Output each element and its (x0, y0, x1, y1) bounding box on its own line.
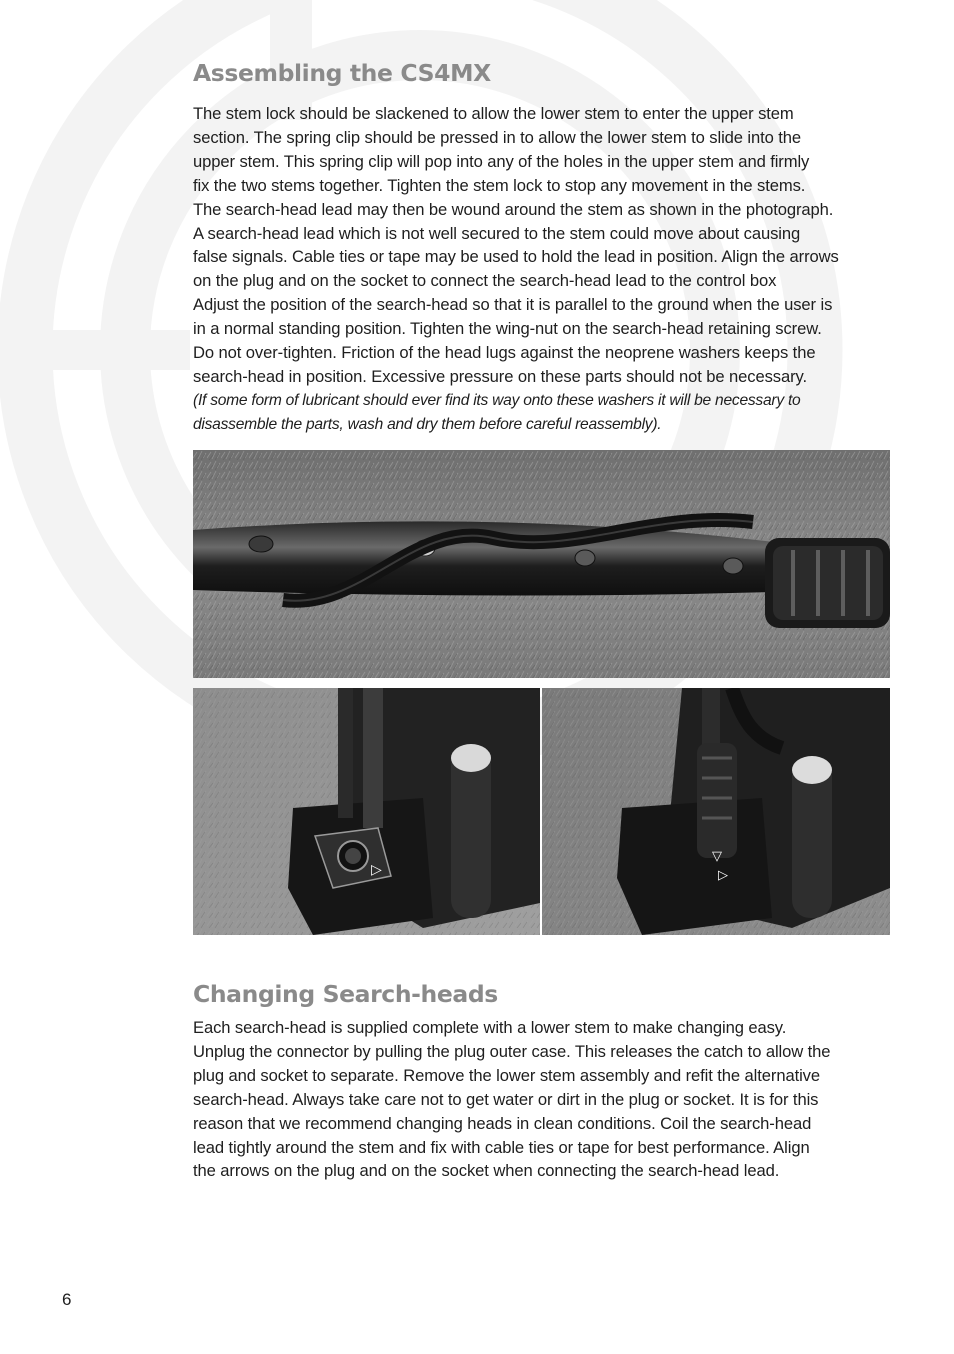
page-number: 6 (62, 1290, 72, 1309)
section-title-assembling: Assembling the CS4MX (193, 59, 491, 87)
text-line: Each search-head is supplied complete with a lower stem to make changing easy. (193, 1018, 787, 1037)
section-title-changing: Changing Search-heads (193, 980, 498, 1008)
text-line: section. The spring clip should be pressed in to allow the lower stem to slide into the (193, 127, 802, 147)
socket-arrow-marker: ▷ (371, 862, 382, 878)
stem-photo-illustration (193, 450, 890, 678)
text-line: plug and socket to separate. Remove the lower stem assembly and refit the alternative (193, 1065, 821, 1085)
text-line: A search-head lead which is not well secured to the stem could move about causing (193, 223, 801, 243)
changing-paragraph (193, 1016, 893, 1183)
italic-note-line: (If some form of lubricant should ever find its way onto these washers it will be necessary to (193, 391, 801, 409)
text-line: fix the two stems together. Tighten the stem lock to stop any movement in the stems. (193, 175, 806, 195)
plug-arrow-bottom-marker: ▷ (718, 868, 728, 883)
text-line: Unplug the connector by pulling the plug outer case. This releases the catch to allow the (193, 1041, 831, 1061)
text-line: Adjust the position of the search-head so that it is parallel to the ground when the user is (193, 295, 833, 315)
text-line: false signals. Cable ties or tape may be used to hold the lead in position. Align the arrows (193, 247, 839, 267)
plug-photo (542, 688, 890, 935)
italic-note-line: disassemble the parts, wash and dry them before careful reassembly). (193, 415, 662, 433)
text-line: reason that we recommend changing heads in clean conditions. Coil the search-head (193, 1113, 812, 1133)
text-line: upper stem. This spring clip will pop into any of the holes in the upper stem and firmly (193, 151, 810, 171)
stem-photo (193, 450, 890, 678)
text-line: search-head. Always take care not to get water or dirt in the plug or socket. It is for this (193, 1089, 819, 1109)
plug-arrow-top-marker: ▽ (712, 849, 722, 864)
plug-photo-illustration (542, 688, 890, 935)
text-line: in a normal standing position. Tighten the wing-nut on the search-head retaining screw. (193, 319, 822, 339)
socket-photo-illustration (193, 688, 540, 935)
text-line: Do not over-tighten. Friction of the head lugs against the neoprene washers keeps the (193, 343, 816, 363)
text-line: The stem lock should be slackened to allow the lower stem to enter the upper stem (193, 104, 794, 123)
text-line: The search-head lead may then be wound around the stem as shown in the photograph. (193, 199, 834, 219)
text-line: lead tightly around the stem and fix with cable ties or tape for best performance. Align (193, 1137, 810, 1157)
assembling-paragraph (193, 102, 893, 437)
text-line: on the plug and on the socket to connect the search-head lead to the control box (193, 271, 777, 291)
socket-photo (193, 688, 540, 935)
text-line: the arrows on the plug and on the socket when connecting the search-head lead. (193, 1161, 780, 1181)
text-line: search-head in position. Excessive pressure on these parts should not be necessary. (193, 366, 808, 386)
